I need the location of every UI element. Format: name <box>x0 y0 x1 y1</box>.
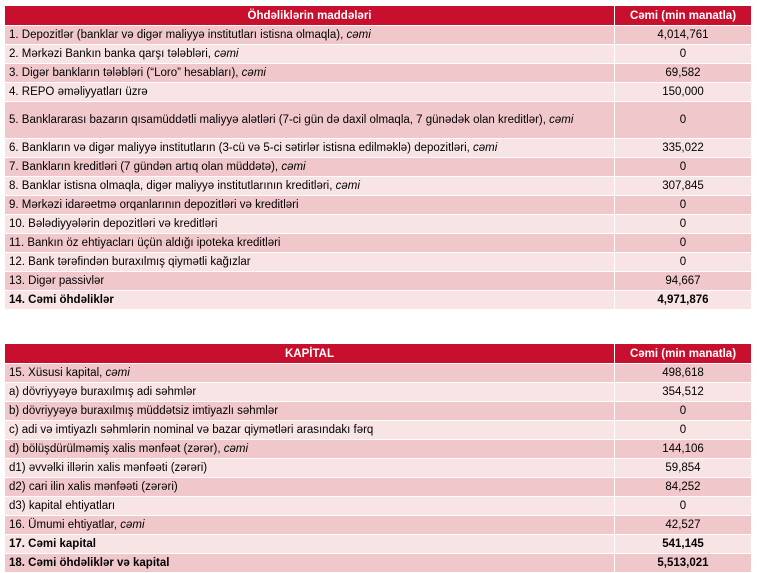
row-label: 10. Bələdiyyələrin depozitləri və kreditləri <box>5 215 615 234</box>
row-label: 5. Banklararası bazarın qısamüddətli maliyyə alətləri (7-ci gün də daxil olmaqla, 7 günədək olan kreditlər), cəmi <box>5 102 615 139</box>
table-row <box>5 402 752 421</box>
table-row <box>5 45 752 64</box>
row-value: 0 <box>615 45 752 64</box>
row-label: 4. REPO əməliyyatları üzrə <box>5 83 615 102</box>
row-value: 94,667 <box>615 272 752 291</box>
row-label: 3. Digər bankların tələbləri (“Loro” hesabları), cəmi <box>5 64 615 83</box>
total-row <box>5 554 752 573</box>
row-value: 0 <box>615 196 752 215</box>
table-row <box>5 497 752 516</box>
row-label: 14. Cəmi öhdəliklər <box>5 291 615 310</box>
row-label: 16. Ümumi ehtiyatlar, cəmi <box>5 516 615 535</box>
row-label: 6. Bankların və digər maliyyə institutların (3-cü və 5-ci sətirlər istisna edilməklə) depozitləri, cəmi <box>5 139 615 158</box>
liabilities-header-amount: Cəmi (min manatla) <box>615 6 752 26</box>
table-row <box>5 383 752 402</box>
row-value: 0 <box>615 234 752 253</box>
row-value: 0 <box>615 421 752 440</box>
row-value: 0 <box>615 102 752 139</box>
row-label: d2) cari ilin xalis mənfəəti (zərəri) <box>5 478 615 497</box>
row-value: 150,000 <box>615 83 752 102</box>
table-row <box>5 158 752 177</box>
table-row <box>5 364 752 383</box>
table-row <box>5 234 752 253</box>
row-label: 12. Bank tərəfindən buraxılmış qiymətli kağızlar <box>5 253 615 272</box>
row-label: 15. Xüsusi kapital, cəmi <box>5 364 615 383</box>
table-row <box>5 440 752 459</box>
row-label: d3) kapital ehtiyatları <box>5 497 615 516</box>
row-value: 0 <box>615 497 752 516</box>
table-row <box>5 272 752 291</box>
table-row <box>5 26 752 45</box>
row-label: 8. Banklar istisna olmaqla, digər maliyyə institutlarının kreditləri, cəmi <box>5 177 615 196</box>
table-row <box>5 478 752 497</box>
row-value: 307,845 <box>615 177 752 196</box>
row-label: 1. Depozitlər (banklar və digər maliyyə institutları istisna olmaqla), cəmi <box>5 26 615 45</box>
row-value: 42,527 <box>615 516 752 535</box>
row-value: 69,582 <box>615 64 752 83</box>
row-value: 4,971,876 <box>615 291 752 310</box>
table-row <box>5 196 752 215</box>
capital-header-label: KAPİTAL <box>5 344 615 364</box>
table-row <box>5 139 752 158</box>
row-label: 13. Digər passivlər <box>5 272 615 291</box>
total-row <box>5 535 752 554</box>
capital-header-amount: Cəmi (min manatla) <box>615 344 752 364</box>
row-label: 7. Bankların kreditləri (7 gündən artıq olan müddətə), cəmi <box>5 158 615 177</box>
row-label: d) bölüşdürülməmiş xalis mənfəət (zərər), cəmi <box>5 440 615 459</box>
table-row <box>5 64 752 83</box>
row-value: 5,513,021 <box>615 554 752 573</box>
table-row <box>5 516 752 535</box>
row-value: 541,145 <box>615 535 752 554</box>
row-label: 2. Mərkəzi Bankın banka qarşı tələbləri, cəmi <box>5 45 615 64</box>
liabilities-header-row <box>5 6 752 26</box>
row-label: 18. Cəmi öhdəliklər və kapital <box>5 554 615 573</box>
row-value: 354,512 <box>615 383 752 402</box>
row-label: a) dövriyyəyə buraxılmış adi səhmlər <box>5 383 615 402</box>
row-label: d1) əvvəlki illərin xalis mənfəəti (zərəri) <box>5 459 615 478</box>
table-row <box>5 459 752 478</box>
liabilities-header-label: Öhdəliklərin maddələri <box>5 6 615 26</box>
table-row <box>5 177 752 196</box>
row-value: 144,106 <box>615 440 752 459</box>
row-value: 4,014,761 <box>615 26 752 45</box>
row-label: 17. Cəmi kapital <box>5 535 615 554</box>
row-label: b) dövriyyəyə buraxılmış müddətsiz imtiyazlı səhmlər <box>5 402 615 421</box>
row-value: 59,854 <box>615 459 752 478</box>
liabilities-table <box>4 5 752 310</box>
table-row <box>5 83 752 102</box>
total-row <box>5 291 752 310</box>
table-row <box>5 102 752 139</box>
row-value: 0 <box>615 215 752 234</box>
row-value: 0 <box>615 402 752 421</box>
capital-header-row <box>5 344 752 364</box>
table-row <box>5 421 752 440</box>
row-label: 11. Bankın öz ehtiyacları üçün aldığı ipoteka kreditləri <box>5 234 615 253</box>
row-value: 84,252 <box>615 478 752 497</box>
table-row <box>5 253 752 272</box>
capital-table <box>4 343 752 573</box>
row-value: 498,618 <box>615 364 752 383</box>
row-label: 9. Mərkəzi idarəetmə orqanlarının depozitləri və kreditləri <box>5 196 615 215</box>
row-label: c) adi və imtiyazlı səhmlərin nominal və bazar qiymətləri arasındakı fərq <box>5 421 615 440</box>
row-value: 335,022 <box>615 139 752 158</box>
row-value: 0 <box>615 253 752 272</box>
table-row <box>5 215 752 234</box>
row-value: 0 <box>615 158 752 177</box>
